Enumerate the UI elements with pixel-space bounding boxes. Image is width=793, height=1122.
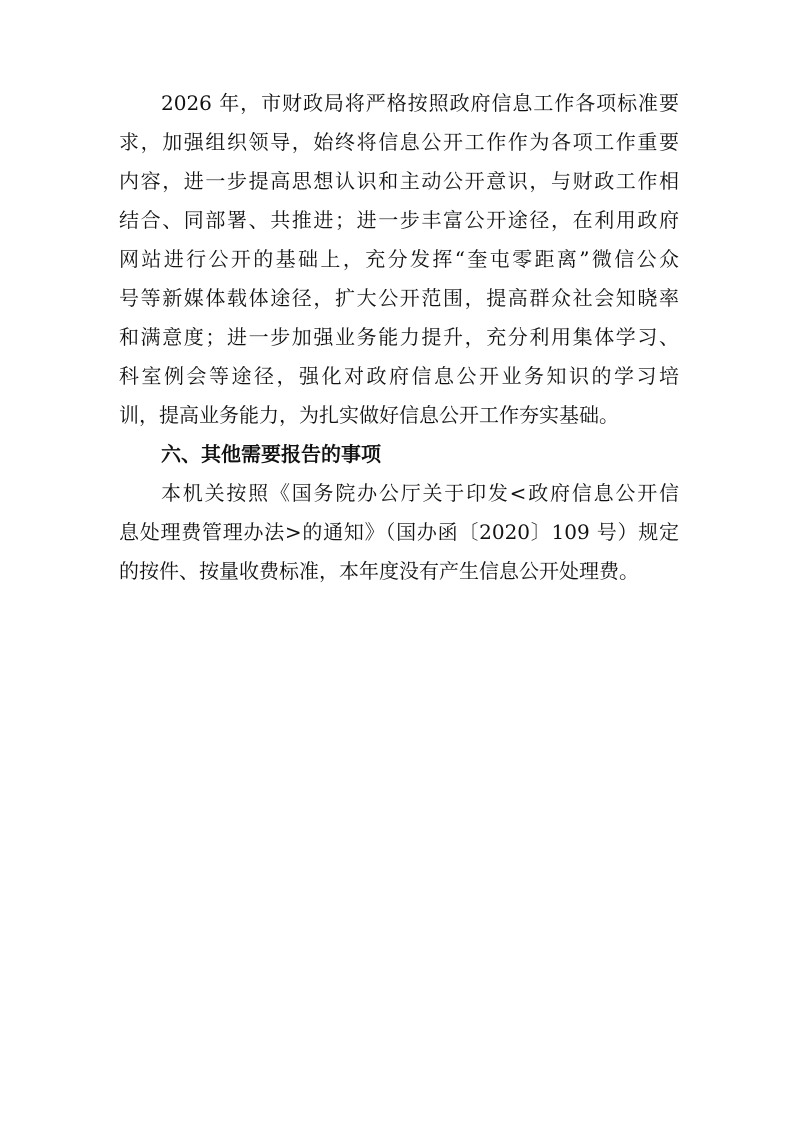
paragraph-line: 科室例会等途径，强化对政府信息公开业务知识的学习培	[119, 364, 679, 388]
paragraph-line: 本机关按照《国务院办公厅关于印发<政府信息公开信	[161, 481, 679, 505]
paragraph-line: 和满意度；进一步加强业务能力提升，充分利用集体学习、	[119, 325, 679, 349]
paragraph-line: 2026 年，市财政局将严格按照政府信息工作各项标准要	[161, 91, 679, 115]
paragraph-line: 的按件、按量收费标准，本年度没有产生信息公开处理费。	[119, 559, 639, 583]
document-body	[119, 84, 679, 591]
paragraph-line: 息处理费管理办法>的通知》（国办函〔2020〕109 号）规定	[119, 520, 679, 544]
paragraph-line: 求，加强组织领导，始终将信息公开工作作为各项工作重要	[119, 130, 679, 154]
paragraph-fees	[119, 474, 679, 591]
paragraph-line: 号等新媒体载体途径，扩大公开范围，提高群众社会知晓率	[119, 286, 679, 310]
paragraph-line: 网站进行公开的基础上，充分发挥“奎屯零距离”微信公众	[119, 247, 679, 271]
paragraph-work-plan	[119, 84, 679, 435]
section-heading: 六、其他需要报告的事项	[161, 442, 381, 466]
paragraph-line: 结合、同部署、共推进；进一步丰富公开途径，在利用政府	[119, 208, 679, 232]
paragraph-line: 训，提高业务能力，为扎实做好信息公开工作夯实基础。	[119, 403, 619, 427]
paragraph-line: 内容，进一步提高思想认识和主动公开意识，与财政工作相	[119, 169, 679, 193]
